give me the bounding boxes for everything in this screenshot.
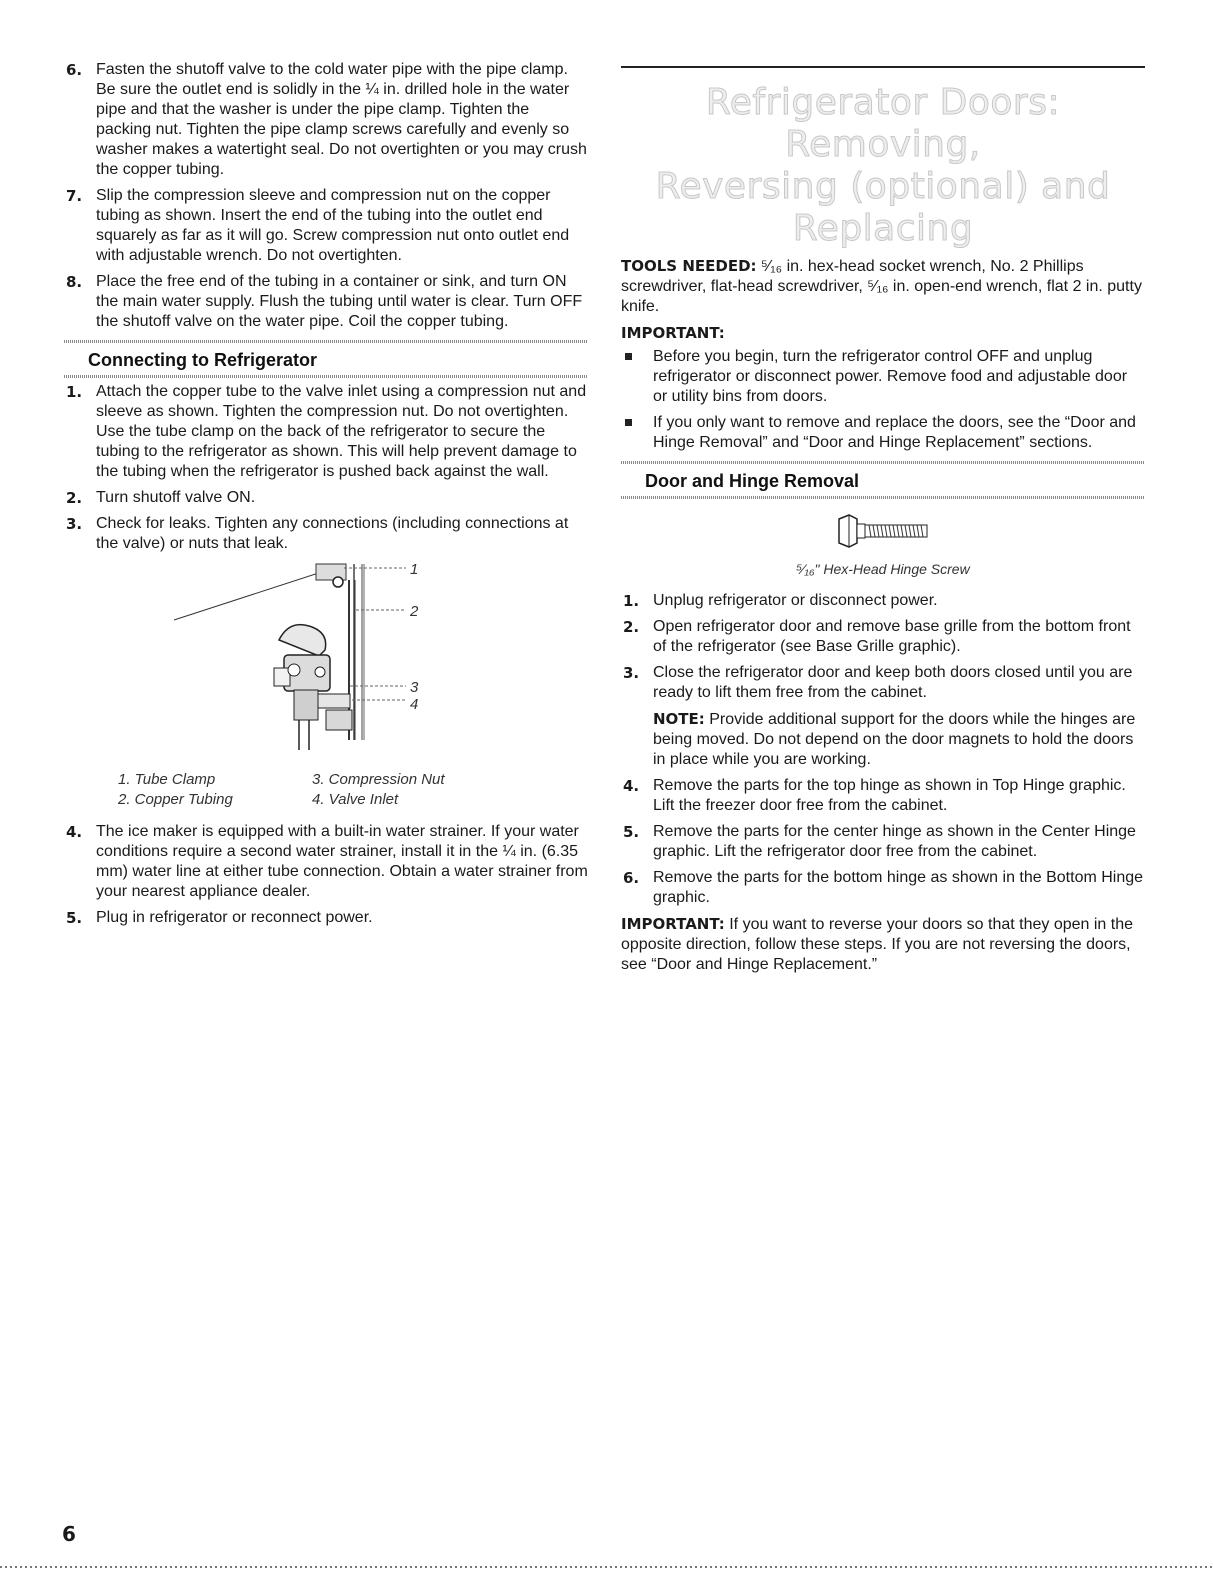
list-item xyxy=(64,908,588,928)
right-column xyxy=(621,60,1145,979)
list-item xyxy=(64,382,588,482)
page-number: 6 xyxy=(62,1522,76,1546)
tools-label: TOOLS NEEDED: xyxy=(621,257,757,275)
caption-tube-clamp: 1. Tube Clamp xyxy=(118,771,216,788)
important-label: IMPORTANT: xyxy=(621,915,725,933)
step-text: Turn shutoff valve ON. xyxy=(96,489,256,506)
bullet-text: If you only want to remove and replace the doors, see the “Door and Hinge Removal” and “Door and Hinge Replacement” sections. xyxy=(653,414,1136,451)
list-item xyxy=(621,868,1145,908)
tools-needed xyxy=(621,256,1145,317)
step-number: 6. xyxy=(66,61,83,79)
section-header-connecting xyxy=(64,340,588,378)
note xyxy=(653,709,1145,770)
bullet-text: Before you begin, turn the refrigerator control OFF and unplug refrigerator or disconnect power. Remove food and adjustable door or utility bins from doors. xyxy=(653,348,1128,405)
step-number: 3. xyxy=(66,515,83,533)
list-item xyxy=(64,822,588,902)
caption-compression-nut: 3. Compression Nut xyxy=(312,771,445,788)
caption-copper-tubing: 2. Copper Tubing xyxy=(118,791,233,808)
step-number: 8. xyxy=(66,273,83,291)
caption-valve-inlet: 4. Valve Inlet xyxy=(312,791,399,808)
list-item xyxy=(621,617,1145,657)
step-number: 3. xyxy=(623,664,640,682)
title-line-2: Reversing (optional) and Replacing xyxy=(655,166,1111,249)
step-number: 1. xyxy=(66,383,83,401)
note-text: Provide additional support for the doors while the hinges are being moved. Do not depend on the door magnets to hold the doors in place while you are working. xyxy=(653,711,1136,768)
step-text: Close the refrigerator door and keep both doors closed until you are ready to lift them free from the cabinet. xyxy=(653,664,1133,701)
section-header-door-hinge xyxy=(621,461,1145,499)
list-item xyxy=(64,60,588,180)
step-text: Attach the copper tube to the valve inlet using a compression nut and sleeve as shown. Tighten the compression nut. Do not overtighten. Use the tube clamp on the back of the refrigerator to secure the tubing to the refrigerator as shown. This will help prevent damage to the tubing when the refrigerator is pushed back against the wall. xyxy=(96,383,587,480)
list-item xyxy=(621,591,1145,611)
step-text: Check for leaks. Tighten any connections (including connections at the valve) or nuts that leak. xyxy=(96,515,569,552)
list-item xyxy=(64,272,588,332)
step-text: Slip the compression sleeve and compression nut on the copper tubing as shown. Insert the end of the tubing into the outlet end squarely as far as it will go. Screw compression nut onto outlet end with adjustable wrench. Do not overtighten. xyxy=(96,187,570,264)
bullet-square-icon xyxy=(625,419,632,426)
valve-illustration xyxy=(64,560,588,770)
list-item xyxy=(621,776,1145,816)
callout-4: 4 xyxy=(410,696,419,713)
hinge-screw-figure xyxy=(621,513,1145,555)
step-number: 1. xyxy=(623,592,640,610)
callout-1: 1 xyxy=(410,561,419,578)
step-number: 5. xyxy=(623,823,640,841)
step-text: Fasten the shutoff valve to the cold water pipe with the pipe clamp. Be sure the outlet end is solidly in the ¼ in. drilled hole in the water pipe and that the washer is under the pipe clamp. Tighten the packing nut. Tighten the pipe clamp screws carefully and evenly so washer makes a watertight seal. Do not overtighten or you may crush the copper tubing. xyxy=(96,61,587,178)
divider xyxy=(621,496,1145,499)
hex-head-screw-icon xyxy=(833,513,933,549)
list-item xyxy=(64,186,588,266)
important-bullets xyxy=(621,347,1145,453)
step-number: 2. xyxy=(623,618,640,636)
valve-connection-figure xyxy=(64,560,588,770)
step-text: Open refrigerator door and remove base grille from the bottom front of the refrigerator (see Base Grille graphic). xyxy=(653,618,1131,655)
section-title: Connecting to Refrigerator xyxy=(88,350,318,370)
list-item xyxy=(621,413,1145,453)
note-label: NOTE: xyxy=(653,710,705,728)
step-number: 2. xyxy=(66,489,83,507)
step-text: Remove the parts for the bottom hinge as shown in the Bottom Hinge graphic. xyxy=(653,869,1144,906)
important-text: If you want to reverse your doors so that they open in the opposite direction, follow these steps. If you are not reversing the doors, see “Door and Hinge Replacement.” xyxy=(621,916,1134,973)
important-label: IMPORTANT: xyxy=(621,324,725,342)
divider xyxy=(64,375,588,378)
step-text: Plug in refrigerator or reconnect power. xyxy=(96,909,373,926)
step-number: 5. xyxy=(66,909,83,927)
screw-caption: ⁵⁄₁₆" Hex-Head Hinge Screw xyxy=(796,561,970,577)
figure-captions xyxy=(64,770,588,814)
step-text: Remove the parts for the center hinge as shown in the Center Hinge graphic. Lift the refrigerator door free from the cabinet. xyxy=(653,823,1136,860)
step-number: 4. xyxy=(623,777,640,795)
left-column xyxy=(64,60,588,934)
door-removal-steps xyxy=(621,591,1145,908)
steps-c xyxy=(64,822,588,928)
step-number: 4. xyxy=(66,823,83,841)
step-text: Unplug refrigerator or disconnect power. xyxy=(653,592,938,609)
bullet-square-icon xyxy=(625,353,632,360)
list-item xyxy=(621,347,1145,407)
callout-3: 3 xyxy=(410,679,419,696)
step-number: 7. xyxy=(66,187,83,205)
callout-2: 2 xyxy=(410,603,419,620)
step-text: Remove the parts for the top hinge as shown in Top Hinge graphic. Lift the freezer door free from the cabinet. xyxy=(653,777,1126,814)
list-item xyxy=(64,514,588,554)
important-reverse xyxy=(621,914,1145,975)
divider xyxy=(621,66,1145,68)
steps-a xyxy=(64,60,588,332)
list-item xyxy=(64,488,588,508)
page-title xyxy=(621,82,1145,250)
section-title: Door and Hinge Removal xyxy=(645,471,860,491)
footer-divider xyxy=(0,1566,1213,1568)
step-number: 6. xyxy=(623,869,640,887)
step-text: The ice maker is equipped with a built-in water strainer. If your water conditions require a second water strainer, install it in the ¼ in. (6.35 mm) water line at either tube connection. Obtain a water strainer from your nearest appliance dealer. xyxy=(96,823,588,900)
list-item xyxy=(621,822,1145,862)
step-text: Place the free end of the tubing in a container or sink, and turn ON the main water supply. Flush the tubing until water is clear. Turn OFF the shutoff valve on the water pipe. Coil the copper tubing. xyxy=(96,273,583,330)
list-item xyxy=(621,663,1145,770)
tools-text: ⁵⁄₁₆ in. hex-head socket wrench, No. 2 Phillips screwdriver, flat-head screwdriver, ⁵⁄₁₆ in. open-end wrench, flat 2 in. putty knife. xyxy=(621,258,1142,315)
title-line-1: Refrigerator Doors: Removing, xyxy=(705,82,1061,165)
steps-b xyxy=(64,382,588,554)
